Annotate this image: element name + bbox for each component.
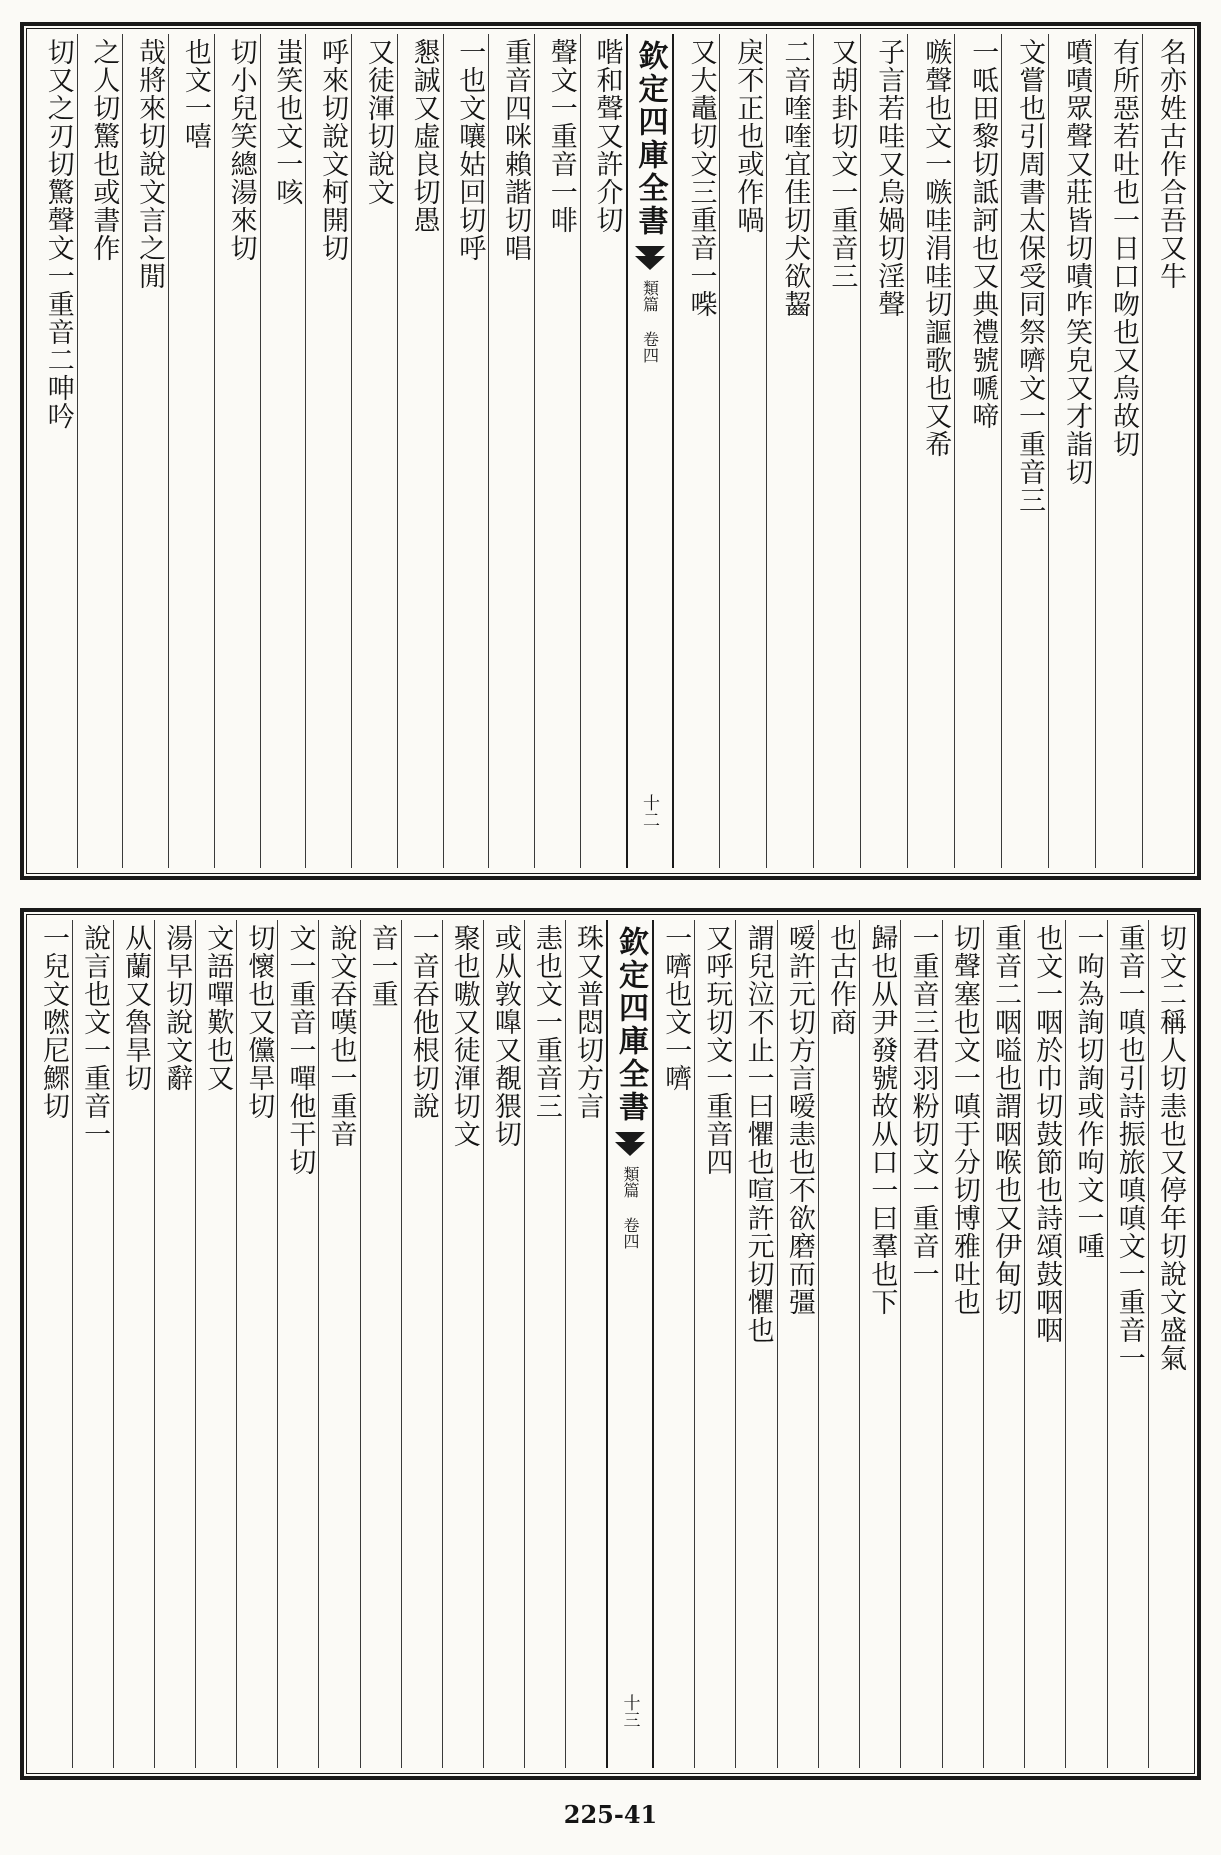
text-column: 切聲塞也文一嗔于分切博雅吐也 — [942, 920, 983, 1768]
text-column: 二音喹喹宜佳切犬欲齧 — [766, 34, 813, 868]
bottom-right-text-block — [654, 920, 1189, 1768]
text-column: 子言若哇又烏媧切淫聲 — [860, 34, 907, 868]
text-column: 湯早切說文辭 — [154, 920, 195, 1768]
text-column: 懇誠又虛良切愚 — [397, 34, 443, 868]
text-column: 一呧田黎切詆訶也又典禮號嗁啼 — [954, 34, 1001, 868]
page-number: 225-41 — [563, 1800, 658, 1829]
text-column: 說言也文一重音一 — [72, 920, 113, 1768]
text-column: 恚也文一重音三 — [524, 920, 565, 1768]
bottom-center-fold — [606, 920, 654, 1768]
bottom-left-text-block — [32, 920, 606, 1768]
text-column: 珠又普悶切方言 — [565, 920, 606, 1768]
top-right-text-block — [674, 34, 1190, 868]
text-column: 嗾聲也文一嗾哇涓哇切謳歌也又希 — [907, 34, 954, 868]
book-title: 欽定四庫全書 — [632, 40, 668, 238]
text-column: 哉將來切說文言之閒 — [122, 34, 168, 868]
text-column: 戾不正也或作喎 — [719, 34, 766, 868]
top-left-text-block — [32, 34, 626, 868]
text-column: 重音一嗔也引詩振旅嗔嗔文一重音一 — [1107, 920, 1148, 1768]
text-column: 文語嘽歎也又 — [195, 920, 236, 1768]
folio-number: 十二 — [639, 794, 659, 828]
text-column: 又胡卦切文一重音三 — [813, 34, 860, 868]
text-column: 一也文嚷姑回切呼 — [443, 34, 489, 868]
text-column: 又徒渾切說文 — [351, 34, 397, 868]
text-column: 一重音三君羽粉切文一重音一 — [900, 920, 941, 1768]
text-column: 又大鼃切文三重音一喍 — [685, 38, 717, 318]
text-column: 重音四咪賴諧切唱 — [488, 34, 534, 868]
volume-label: 類篇 卷四 — [640, 280, 660, 363]
text-column: 或从敦嘷又覩猥切 — [483, 920, 524, 1768]
text-column: 一音吞他根切說 — [401, 920, 442, 1768]
text-column: 謂兒泣不止一曰懼也喧許元切懼也 — [735, 920, 776, 1768]
text-column: 聚也嗷又徒渾切文 — [442, 920, 483, 1768]
top-page — [20, 22, 1201, 880]
text-column: 文嘗也引周書太保受同祭嚌文一重音三 — [1001, 34, 1048, 868]
text-column: 也文一咽於巾切鼓節也詩頌鼓咽咽 — [1024, 920, 1065, 1768]
text-column: 歸也从尹發號故从口一曰羣也下 — [859, 920, 900, 1768]
text-column: 文一重音一嘽他干切 — [277, 920, 318, 1768]
text-column: 一兒文嘫尼鰥切 — [37, 924, 69, 1120]
text-column: 从蘭又魯旱切 — [113, 920, 154, 1768]
text-column: 切文二稱人切恚也又停年切說文盛氣 — [1148, 920, 1189, 1768]
fishtail-mark-icon — [635, 246, 665, 270]
text-column: 嗳許元切方言嗳恚也不欲磨而彊 — [777, 920, 818, 1768]
text-column: 呼來切說文柯開切 — [305, 34, 351, 868]
text-column: 又呼玩切文一重音四 — [694, 920, 735, 1768]
text-column: 聲文一重音一啡 — [534, 34, 580, 868]
text-column: 之人切驚也或書作 — [77, 34, 123, 868]
text-column: 蚩笑也文一咳 — [260, 34, 306, 868]
fishtail-mark-icon — [615, 1132, 645, 1156]
text-column: 也文一嘻 — [168, 34, 214, 868]
text-column: 切又之刃切驚聲文一重音二呻吟 — [42, 38, 74, 430]
text-column: 說文吞嘆也一重音 — [318, 920, 359, 1768]
text-column: 一嚌也文一嚌 — [660, 924, 692, 1092]
text-column: 名亦姓古作合吾又牛 — [1142, 34, 1189, 868]
text-column: 一呴為詢切詢或作呴文一喠 — [1065, 920, 1106, 1768]
folio-number: 十三 — [619, 1694, 640, 1728]
text-column: 有所惡若吐也一日口吻也又烏故切 — [1095, 34, 1142, 868]
volume-label: 類篇 卷四 — [621, 1166, 640, 1249]
text-column: 也古作商 — [818, 920, 859, 1768]
book-title: 欽定四庫全書 — [613, 926, 648, 1124]
text-column: 切小兒笑總湯來切 — [214, 34, 260, 868]
text-column: 喈和聲又許介切 — [580, 34, 626, 868]
text-column: 切懷也又儻旱切 — [236, 920, 277, 1768]
top-center-fold — [626, 34, 674, 868]
text-column: 音一重 — [360, 920, 401, 1768]
text-column: 噴嘖眾聲又莊皆切嘖咋笑皃又才詣切 — [1048, 34, 1095, 868]
text-column: 重音二咽嗌也謂咽喉也又伊甸切 — [983, 920, 1024, 1768]
bottom-page — [20, 908, 1201, 1780]
